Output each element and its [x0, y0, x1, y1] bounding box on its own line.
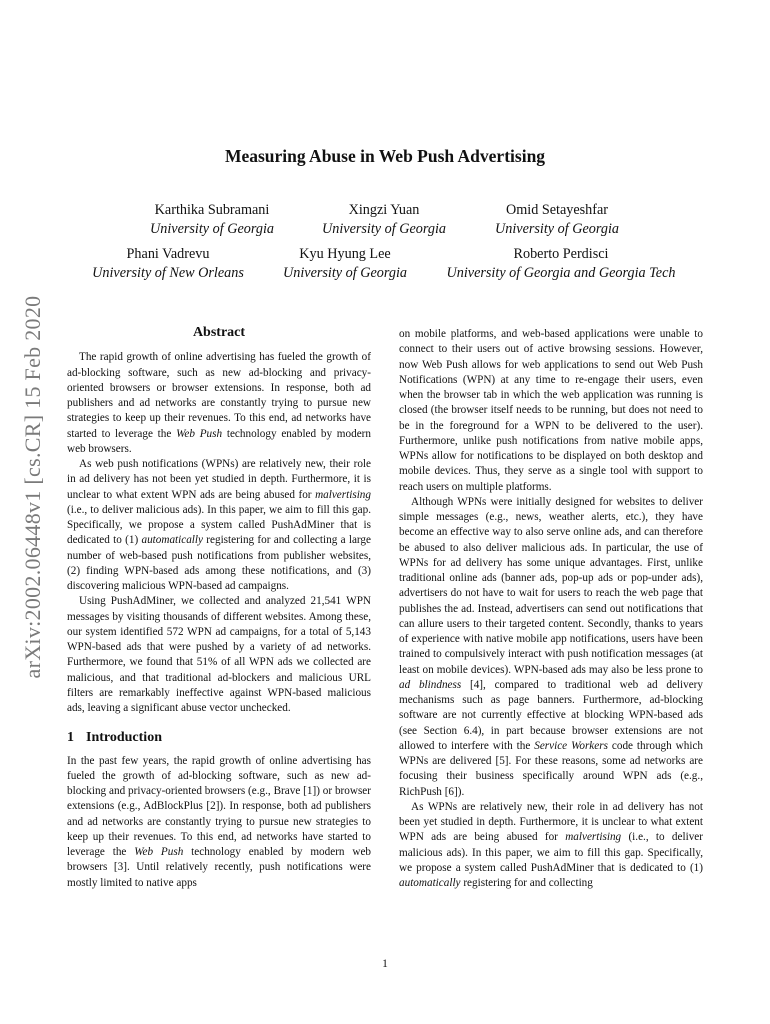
paper-title: Measuring Abuse in Web Push Advertising [224, 146, 546, 166]
author-affiliation: University of Georgia [283, 265, 407, 281]
abstract-paragraph: As web push notifications (WPNs) are relatively new, their role in ad delivery has not been yet studied in depth. Furthermore, it is unclear to what extent WPN ads are being abused for malvertising (i.e., to deliver malicious ads). In this paper, we aim to fill this gap. Specifically, we propose a system called PushAdMiner that is dedicated to (1) automatically registering for and collecting a large number of web-based push notifications from publisher websites, (2) finding WPN-based ads among these notifications, and (3) discovering malicious WPN-based ad campaigns. [67, 458, 371, 592]
abstract-heading: Abstract [192, 325, 246, 340]
arxiv-identifier-stamp: arXiv:2002.06448v1 [cs.CR] 15 Feb 2020 [20, 295, 45, 679]
author-affiliation: University of Georgia [495, 221, 619, 237]
body-paragraph: on mobile platforms, and web-based applications were unable to connect to their users out of active browsing sessions. However, now Web Push allows for web applications to send out Web Push Notifications (WPN) at any time to re-engage their users, even when the browser tab in which the web application was running is closed (the browser itself needs to be running, but does not need to be in the foreground for a WPN to be delivered to the user). Furthermore, unlike push notifications from native mobile apps, WPNs allow for notifications to be displayed on both desktop and mobile devices. Thus, they serve as a single tool with support to reach users on multiple platforms. [399, 328, 703, 493]
author-affiliation: University of New Orleans [92, 265, 244, 281]
author-block [294, 201, 474, 239]
author-name: Phani Vadrevu [126, 246, 210, 262]
section-title: Introduction [86, 730, 162, 746]
section-heading [67, 730, 371, 745]
author-name: Xingzi Yuan [348, 202, 420, 218]
author-block [122, 201, 302, 239]
section-number: 1 [67, 730, 74, 746]
page-number: 1 [382, 958, 388, 970]
author-name: Karthika Subramani [154, 202, 270, 218]
abstract-paragraph: The rapid growth of online advertising has fueled the growth of ad-blocking software, such as new ad-blocking and privacy-oriented browsers or browser extensions. In response, both ad publishers and ad networks are constantly trying to pursue new strategies to keep up their revenues. To this end, ad networks have started to leverage the Web Push technology enabled by modern web browsers. [67, 351, 371, 455]
author-block [467, 201, 647, 239]
author-block [268, 245, 422, 283]
author-affiliation: University of Georgia and Georgia Tech [446, 265, 676, 281]
author-name: Kyu Hyung Lee [299, 246, 391, 262]
author-affiliation: University of Georgia [322, 221, 446, 237]
right-column [399, 327, 703, 891]
body-paragraph: As WPNs are relatively new, their role in ad delivery has not been yet studied in depth. Furthermore, it is unclear to what extent WPN ads are being abused for malvertising (i.e., to deliver malicious ads). In this paper, we aim to fill this gap. Specifically, we propose a system called PushAdMiner that is dedicated to (1) automatically registering for and collecting [399, 800, 703, 889]
author-block [76, 245, 260, 283]
author-name: Omid Setayeshfar [505, 202, 609, 218]
author-affiliation: University of Georgia [150, 221, 274, 237]
author-name: Roberto Perdisci [513, 246, 609, 262]
abstract-paragraph: Using PushAdMiner, we collected and analyzed 21,541 WPN messages by visiting thousands of different websites. Among these, our system identified 572 WPN ad campaigns, for a total of 5,143 WPN-based ads that were pushed by a variety of ad networks. Furthermore, we found that 51% of all WPN ads we collected are malicious, and that traditional ad-blockers and malicious URL filters are remarkably ineffective against WPN-based malicious ads, leaving a significant abuse vector unchecked. [67, 595, 371, 714]
intro-paragraph: In the past few years, the rapid growth of online advertising has fueled the growth of ad-blocking software, such as new ad-blocking and privacy-oriented browsers (e.g., Brave [1]) or browser extensions (e.g., AdBlockPlus [2]). In response, both ad publishers and ad networks are constantly trying to pursue new strategies to keep up their revenues. To this end, ad networks have started to leverage the Web Push technology enabled by modern web browsers [3]. Until relatively recently, push notifications were mostly limited to native apps [67, 754, 371, 889]
body-paragraph: Although WPNs were initially designed for websites to deliver simple messages (e.g., news, weather alerts, etc.), they have become an effective way to also serve online ads, and can therefore be abused to also deliver malicious ads. In particular, the use of WPNs for ad delivery has some unique advantages. First, unlike traditional online ads (banner ads, pop-up ads or pop-under ads), advertisers do not have to wait for users to reach the web page that publishes the ad. Instead, advertisers can send out notifications that can allure users to their targeted content. Secondly, thanks to years of experience with native mobile app notifications, users have been trained to compulsively interact with push notification messages (at least on mobile devices). WPN-based ads may also be less prone to ad blindness [4], compared to traditional web ad delivery mechanisms such as page banners. Furthermore, ad-blocking software are not currently effective at blocking WPN-based ads (see Section 6.4), in part because browser extensions are not allowed to interfere with the Service Workers code through which WPNs are delivered [5]. For these reasons, some ad networks are focusing their business specifically around WPN ads (e.g., RichPush [6]). [399, 495, 704, 798]
left-column [67, 325, 371, 891]
author-block [430, 245, 692, 283]
